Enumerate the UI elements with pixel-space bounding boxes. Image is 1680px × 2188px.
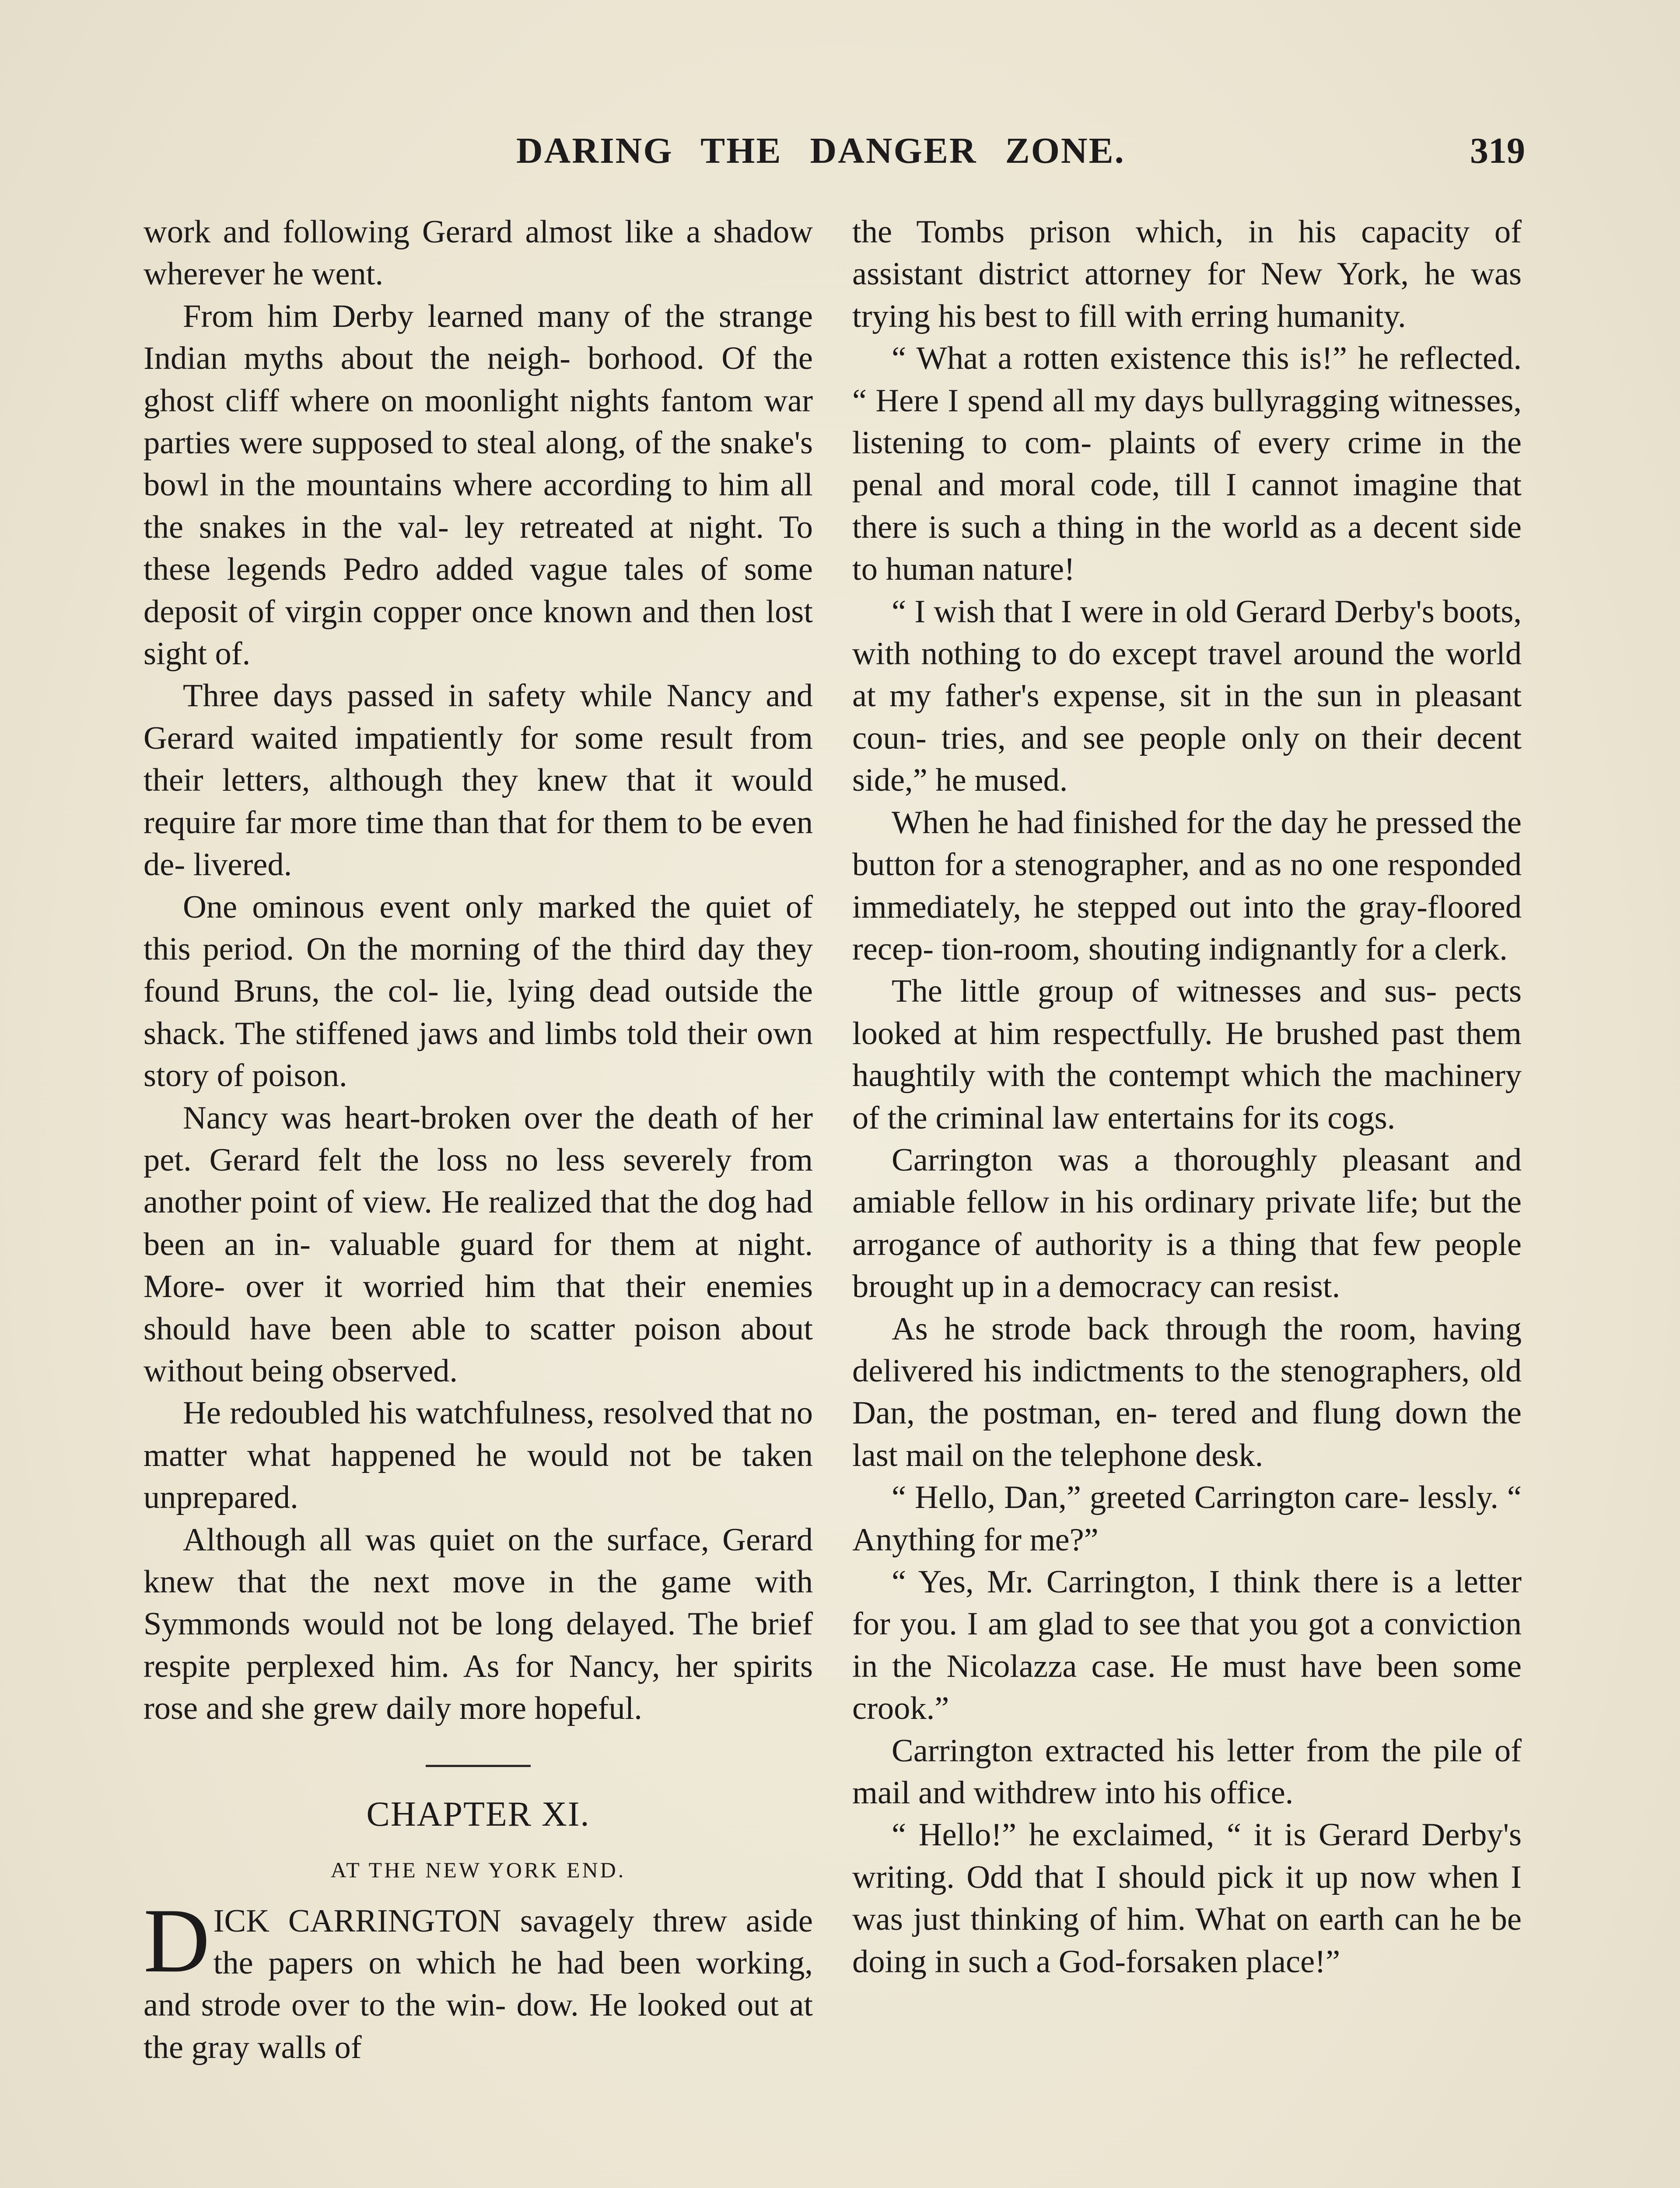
drop-cap: D xyxy=(144,1890,210,1992)
paragraph: He redoubled his watchfulness, resolved that no matter what happened he would not be taken unprepared. xyxy=(144,1395,813,1516)
chapter-opening-paragraph xyxy=(144,1890,813,2069)
paragraph: As he strode back through the room, having delivered his indictments to the stenographers, old Dan, the postman, en- tered and flung down the last mail on the telephone desk. xyxy=(852,1311,1522,1473)
running-title: DARING THE DANGER ZONE. xyxy=(516,130,1125,171)
paragraph: From him Derby learned many of the strange Indian myths about the neigh- borhood. Of the ghost cliff where on moonlight nights fantom war parties were supposed to steal along, of the snake's bowl in the mountains where according to him all the snakes in the val- ley retreated at night. To these legends Pedro added vague tales of some deposit of virgin copper once known and then lost sight of. xyxy=(144,298,813,672)
paragraph: Carrington was a thoroughly pleasant and amiable fellow in his ordinary private life; but the arrogance of authority is a thing that few people brought up in a democracy can resist. xyxy=(852,1142,1522,1305)
paragraph: One ominous event only marked the quiet of this period. On the morning of the third day they found Bruns, the col- lie, lying dead outside the shack. The stiffened jaws and limbs told their own story of poison. xyxy=(144,889,813,1094)
chapter-title: CHAPTER XI. xyxy=(366,1795,590,1834)
paragraph: The little group of witnesses and sus- pects looked at him respectfully. He brushed past them haughtily with the contempt which the machinery of the criminal law entertains for its cogs. xyxy=(852,973,1522,1136)
right-column xyxy=(852,211,1522,1983)
paragraph: Although all was quiet on the surface, Gerard knew that the next move in the game with Symmonds would not be long delayed. The brief respite perplexed him. As for Nancy, her spirits rose and she grew daily more hopeful. xyxy=(144,1522,813,1727)
paragraph: Carrington extracted his letter from the pile of mail and withdrew into his office. xyxy=(852,1732,1522,1811)
paragraph: “ Hello!” he exclaimed, “ it is Gerard Derby's writing. Odd that I should pick it up now when I was just thinking of him. What on earth can he be doing in such a God-forsaken place!” xyxy=(852,1817,1522,1980)
page-number: 319 xyxy=(1470,130,1525,171)
left-column xyxy=(144,211,813,2069)
section-divider xyxy=(426,1765,531,1767)
paragraph: “ I wish that I were in old Gerard Derby's boots, with nothing to do except travel around the world at my father's expense, sit in the sun in pleasant coun- tries, and see people only on their decent side,” he mused. xyxy=(852,593,1522,799)
chapter-subtitle: AT THE NEW YORK END. xyxy=(330,1857,626,1882)
paragraph: work and following Gerard almost like a shadow wherever he went. xyxy=(144,214,813,292)
paragraph: “ Hello, Dan,” greeted Carrington care- lessly. “ Anything for me?” xyxy=(852,1480,1522,1558)
paragraph: Three days passed in safety while Nancy and Gerard waited impatiently for some result from their letters, although they knew that it would require far more time than that for them to be even de- livered. xyxy=(144,678,813,883)
opening-text: ICK CARRINGTON savagely threw aside the papers on which he had been working, and strode over to the win- dow. He looked out at the gray walls of xyxy=(144,1903,813,2065)
paragraph: When he had finished for the day he pressed the button for a stenographer, and as no one responded immediately, he stepped out into the gray-floored recep- tion-room, shouting indignantly for a clerk. xyxy=(852,804,1522,967)
paragraph: “ What a rotten existence this is!” he reflected. “ Here I spend all my days bullyragging witnesses, listening to com- plaints of every crime in the penal and moral code, till I cannot imagine that there is such a thing in the world as a decent side to human nature! xyxy=(852,340,1522,588)
paragraph: “ Yes, Mr. Carrington, I think there is a letter for you. I am glad to see that you got a conviction in the Nicolazza case. He must have been some crook.” xyxy=(852,1564,1522,1727)
paragraph: Nancy was heart-broken over the death of her pet. Gerard felt the loss no less severely from another point of view. He realized that the dog had been an in- valuable guard for them at night. More- over it worried him that their enemies should have been able to scatter poison about without being observed. xyxy=(144,1100,813,1389)
paragraph: the Tombs prison which, in his capacity of assistant district attorney for New York, he was trying his best to fill with erring humanity. xyxy=(852,214,1522,334)
